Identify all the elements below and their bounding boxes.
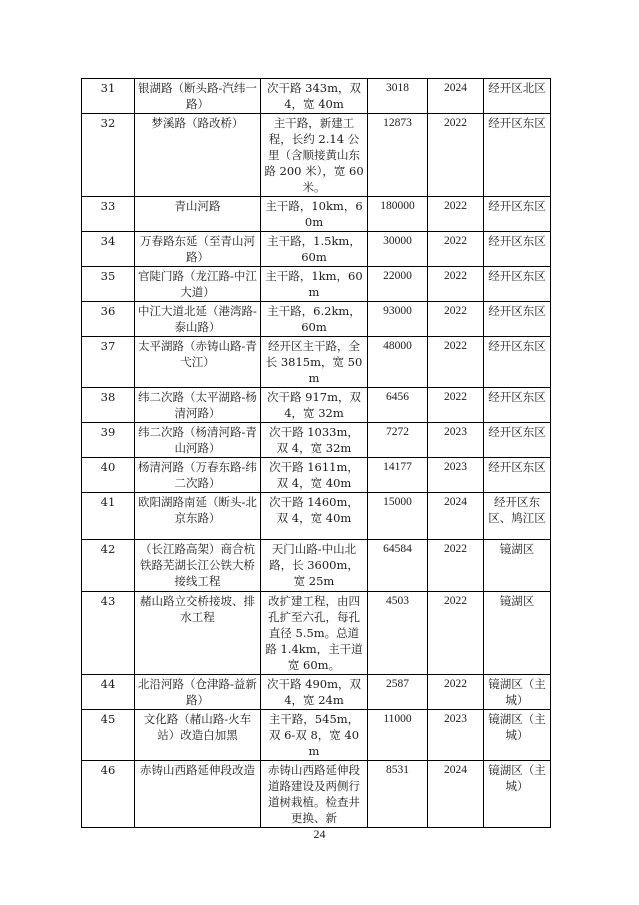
district-cell: 镜湖区（主城） xyxy=(484,761,551,828)
district-cell: 经开区东区 xyxy=(484,458,551,493)
project-description-cell: 次干路 1460m，双 4，宽 40m xyxy=(261,493,368,540)
table-row xyxy=(82,458,551,493)
project-name-cell: 中江大道北延（港湾路-泰山路） xyxy=(135,302,261,337)
table-row xyxy=(82,493,551,540)
investment-amount-cell: 22000 xyxy=(368,267,428,302)
table-row xyxy=(82,675,551,710)
year-cell: 2023 xyxy=(428,423,484,458)
investment-amount-cell: 11000 xyxy=(368,710,428,761)
row-number-cell: 41 xyxy=(82,493,135,540)
project-name-cell: 官陡门路（龙江路-中江大道） xyxy=(135,267,261,302)
investment-amount-cell: 48000 xyxy=(368,337,428,388)
project-description-cell: 主干路，新建工程，长约 2.14 公里（含顺接黄山东路 200 米），宽 60 米。 xyxy=(261,114,368,197)
table-row xyxy=(82,302,551,337)
project-name-cell: 太平湖路（赤铸山路-青弋江） xyxy=(135,337,261,388)
year-cell: 2022 xyxy=(428,267,484,302)
year-cell: 2024 xyxy=(428,79,484,114)
project-name-cell: 欧阳湖路南延（断头-北京东路） xyxy=(135,493,261,540)
year-cell: 2022 xyxy=(428,232,484,267)
investment-amount-cell: 30000 xyxy=(368,232,428,267)
project-description-cell: 经开区主干路，全长 3815m，宽 50m xyxy=(261,337,368,388)
district-cell: 经开区北区 xyxy=(484,79,551,114)
investment-amount-cell: 93000 xyxy=(368,302,428,337)
project-description-cell: 主干路，6.2km，60m xyxy=(261,302,368,337)
table-row xyxy=(82,592,551,675)
year-cell: 2022 xyxy=(428,592,484,675)
table-row xyxy=(82,232,551,267)
table-row xyxy=(82,761,551,828)
year-cell: 2022 xyxy=(428,114,484,197)
row-number-cell: 38 xyxy=(82,388,135,423)
row-number-cell: 33 xyxy=(82,197,135,232)
district-cell: 经开区东区、鸠江区 xyxy=(484,493,551,540)
table-row xyxy=(82,79,551,114)
investment-amount-cell: 64584 xyxy=(368,540,428,592)
year-cell: 2022 xyxy=(428,302,484,337)
district-cell: 经开区东区 xyxy=(484,388,551,423)
project-table xyxy=(81,78,551,828)
project-description-cell: 赤铸山西路延伸段道路建设及两侧行道树栽植。检查井更换、新 xyxy=(261,761,368,828)
row-number-cell: 36 xyxy=(82,302,135,337)
project-description-cell: 次干路 343m，双 4，宽 40m xyxy=(261,79,368,114)
project-name-cell: 青山河路 xyxy=(135,197,261,232)
table-row xyxy=(82,710,551,761)
district-cell: 经开区东区 xyxy=(484,302,551,337)
investment-amount-cell: 6456 xyxy=(368,388,428,423)
row-number-cell: 39 xyxy=(82,423,135,458)
investment-amount-cell: 15000 xyxy=(368,493,428,540)
row-number-cell: 44 xyxy=(82,675,135,710)
row-number-cell: 46 xyxy=(82,761,135,828)
district-cell: 镜湖区（主城） xyxy=(484,710,551,761)
investment-amount-cell: 2587 xyxy=(368,675,428,710)
year-cell: 2022 xyxy=(428,540,484,592)
table-row xyxy=(82,197,551,232)
investment-amount-cell: 12873 xyxy=(368,114,428,197)
district-cell: 经开区东区 xyxy=(484,197,551,232)
district-cell: 镜湖区（主城） xyxy=(484,675,551,710)
district-cell: 经开区东区 xyxy=(484,114,551,197)
year-cell: 2022 xyxy=(428,675,484,710)
project-description-cell: 次干路 917m，双 4，宽 32m xyxy=(261,388,368,423)
project-description-cell: 改扩建工程，由四孔扩至六孔，每孔直径 5.5m。总道路 1.4km，主干道宽 60m。 xyxy=(261,592,368,675)
project-name-cell: 杨清河路（万春东路-纬二次路） xyxy=(135,458,261,493)
project-description-cell: 次干路 1611m，双 4，宽 40m xyxy=(261,458,368,493)
project-description-cell: 主干路，10km，60m xyxy=(261,197,368,232)
row-number-cell: 32 xyxy=(82,114,135,197)
project-name-cell: 银湖路（断头路-汽纬一路） xyxy=(135,79,261,114)
project-description-cell: 天门山路-中山北路，长 3600m，宽 25m xyxy=(261,540,368,592)
project-name-cell: 梦溪路（路改桥） xyxy=(135,114,261,197)
table-row xyxy=(82,540,551,592)
project-name-cell: 纬二次路（太平湖路-杨清河路） xyxy=(135,388,261,423)
project-description-cell: 主干路，545m，双 6-双 8，宽 40m xyxy=(261,710,368,761)
row-number-cell: 45 xyxy=(82,710,135,761)
year-cell: 2024 xyxy=(428,493,484,540)
investment-amount-cell: 4503 xyxy=(368,592,428,675)
table-row xyxy=(82,337,551,388)
investment-amount-cell: 7272 xyxy=(368,423,428,458)
table-row xyxy=(82,267,551,302)
district-cell: 经开区东区 xyxy=(484,232,551,267)
row-number-cell: 35 xyxy=(82,267,135,302)
row-number-cell: 34 xyxy=(82,232,135,267)
district-cell: 经开区东区 xyxy=(484,337,551,388)
district-cell: 经开区东区 xyxy=(484,267,551,302)
year-cell: 2022 xyxy=(428,337,484,388)
project-description-cell: 主干路，1km，60m xyxy=(261,267,368,302)
district-cell: 镜湖区 xyxy=(484,540,551,592)
row-number-cell: 37 xyxy=(82,337,135,388)
project-name-cell: 万春路东延（至青山河路） xyxy=(135,232,261,267)
table-row xyxy=(82,388,551,423)
district-cell: 镜湖区 xyxy=(484,592,551,675)
project-name-cell: 赭山路立交桥接坡、排水工程 xyxy=(135,592,261,675)
project-name-cell: 纬二次路（杨清河路-青山河路） xyxy=(135,423,261,458)
year-cell: 2024 xyxy=(428,761,484,828)
district-cell: 经开区东区 xyxy=(484,423,551,458)
year-cell: 2023 xyxy=(428,458,484,493)
project-description-cell: 次干路 1033m，双 4，宽 32m xyxy=(261,423,368,458)
row-number-cell: 42 xyxy=(82,540,135,592)
project-name-cell: 北沿河路（仓津路-益新路） xyxy=(135,675,261,710)
table-row xyxy=(82,423,551,458)
year-cell: 2023 xyxy=(428,710,484,761)
year-cell: 2022 xyxy=(428,388,484,423)
project-name-cell: （长江路高架）商合杭铁路芜湖长江公铁大桥接线工程 xyxy=(135,540,261,592)
project-name-cell: 赤铸山西路延伸段改造 xyxy=(135,761,261,828)
row-number-cell: 43 xyxy=(82,592,135,675)
row-number-cell: 31 xyxy=(82,79,135,114)
investment-amount-cell: 180000 xyxy=(368,197,428,232)
year-cell: 2022 xyxy=(428,197,484,232)
project-description-cell: 主干路，1.5km，60m xyxy=(261,232,368,267)
page-number: 24 xyxy=(313,827,326,841)
row-number-cell: 40 xyxy=(82,458,135,493)
investment-amount-cell: 14177 xyxy=(368,458,428,493)
table-row xyxy=(82,114,551,197)
project-name-cell: 文化路（赭山路-火车站）改造白加黑 xyxy=(135,710,261,761)
project-description-cell: 次干路 490m，双 4，宽 24m xyxy=(261,675,368,710)
investment-amount-cell: 3018 xyxy=(368,79,428,114)
investment-amount-cell: 8531 xyxy=(368,761,428,828)
